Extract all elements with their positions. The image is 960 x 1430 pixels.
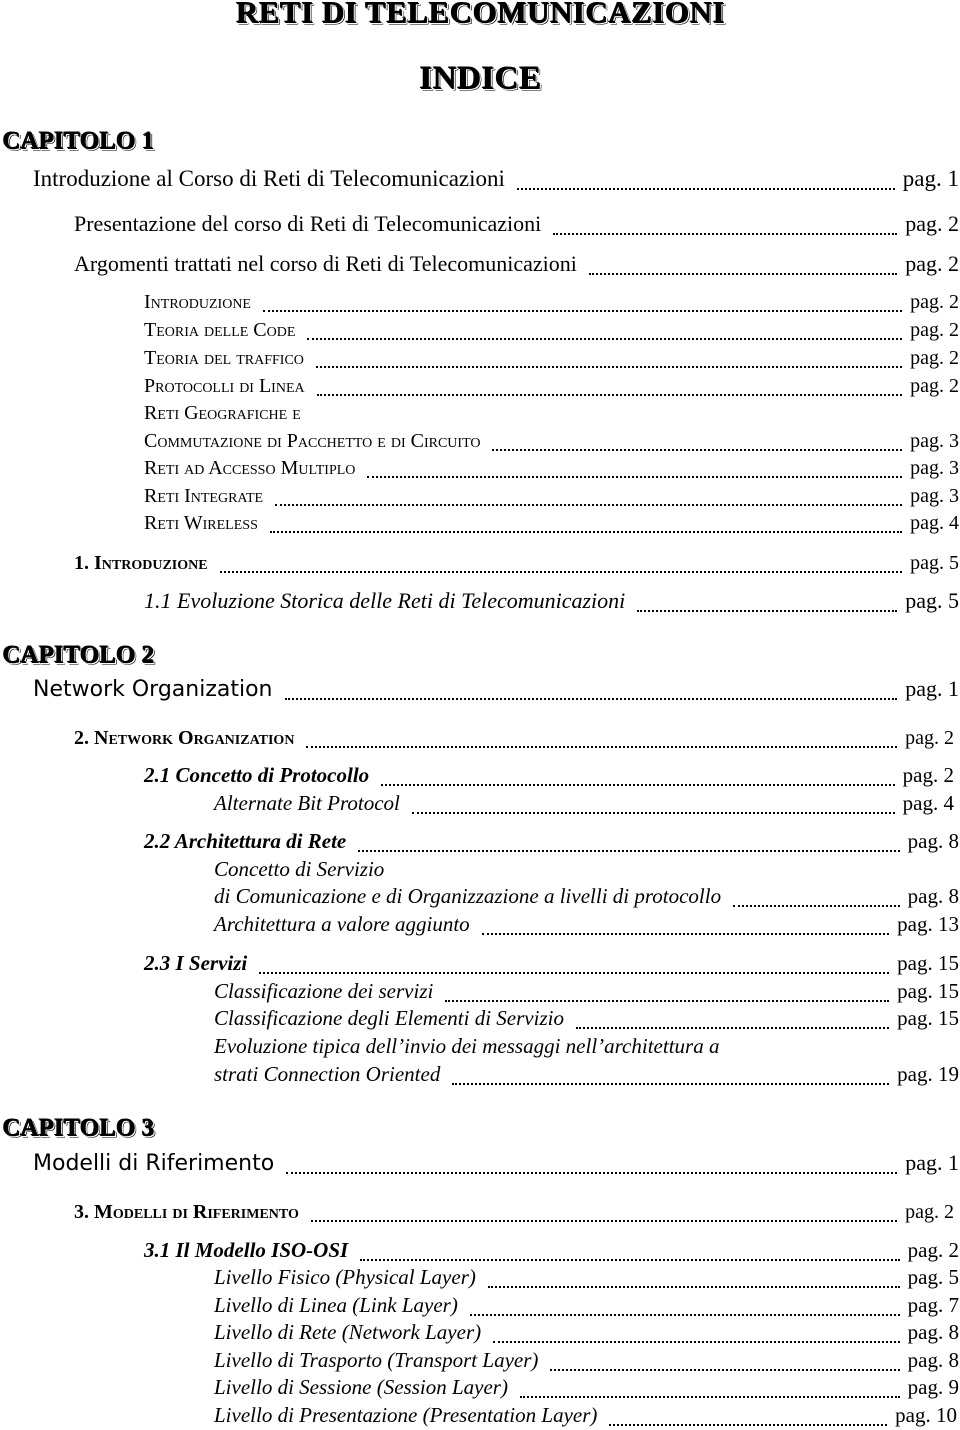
dot-leader: [311, 1220, 897, 1222]
toc-entry-label: Modelli di Riferimento: [33, 1151, 275, 1176]
dot-leader: [367, 476, 902, 478]
toc-page-number: pag. 8: [907, 884, 959, 908]
toc-entry-label: di Comunicazione e di Organizzazione a livelli di protocollo: [214, 884, 722, 908]
toc-entry-subitem[interactable]: [214, 1008, 959, 1029]
toc-page-number: pag. 15: [897, 951, 959, 975]
dot-leader: [637, 610, 897, 612]
dot-leader: [492, 449, 902, 451]
toc-entry-topic[interactable]: [144, 513, 959, 533]
toc-entry-label: Livello di Rete (Network Layer): [214, 1320, 482, 1344]
dot-leader: [270, 531, 902, 533]
dot-leader: [358, 850, 899, 852]
toc-entry-label: 3. Modelli di Riferimento: [74, 1201, 299, 1223]
toc-entry-subitem[interactable]: [214, 793, 954, 814]
toc-entry-topic-line: Reti Geografiche e: [144, 402, 301, 424]
toc-entry-label: 2.2 Architettura di Rete: [144, 829, 347, 853]
toc-page-number: pag. 2: [907, 1238, 959, 1262]
toc-entry-label: Architettura a valore aggiunto: [214, 912, 470, 936]
toc-entry-subitem[interactable]: [214, 1405, 957, 1426]
toc-entry-argomenti[interactable]: [74, 253, 959, 275]
toc-page-number: pag. 2: [902, 763, 954, 787]
toc-entry-label: Livello di Linea (Link Layer): [214, 1293, 458, 1317]
toc-entry-label: Livello di Sessione (Session Layer): [214, 1375, 508, 1399]
toc-entry-subitem[interactable]: [214, 1295, 959, 1316]
toc-page-number: pag. 5: [910, 552, 959, 574]
toc-entry-topic[interactable]: [144, 376, 959, 396]
dot-leader: [259, 972, 889, 974]
toc-entry-label: Presentazione del corso di Reti di Telecomunicazioni: [74, 211, 542, 236]
toc-entry-label: Argomenti trattati nel corso di Reti di Telecomunicazioni: [74, 251, 577, 276]
toc-page-number: pag. 3: [910, 430, 959, 452]
toc-entry-subitem-line: Evoluzione tipica dell’invio dei messaggi nell’architettura a: [214, 1034, 720, 1058]
dot-leader: [733, 905, 900, 907]
toc-page-number: pag. 8: [907, 829, 959, 853]
dot-leader: [520, 1396, 900, 1398]
toc-entry-presentazione[interactable]: [74, 213, 959, 235]
toc-page-number: pag. 1: [905, 1150, 959, 1175]
toc-entry-subitem[interactable]: [214, 1350, 959, 1371]
toc-entry-subitem[interactable]: [214, 1322, 959, 1343]
toc-entry-label: Reti Wireless: [144, 512, 258, 534]
dot-leader: [412, 812, 895, 814]
toc-entry-subitem[interactable]: [214, 981, 959, 1002]
document-title: RETI DI TELECOMUNICAZIONI: [235, 0, 725, 29]
toc-entry-topic[interactable]: [144, 292, 959, 312]
toc-entry-label: Livello di Trasporto (Transport Layer): [214, 1348, 539, 1372]
toc-page-number: pag. 1: [902, 166, 959, 191]
dot-leader: [488, 1286, 900, 1288]
toc-entry-label: Teoria del traffico: [144, 347, 304, 369]
dot-leader: [306, 746, 897, 748]
toc-page-number: pag. 2: [905, 727, 954, 749]
toc-entry-label: 3.1 Il Modello ISO-OSI: [144, 1238, 349, 1262]
toc-page-number: pag. 8: [907, 1320, 959, 1344]
toc-page-number: pag. 9: [907, 1375, 959, 1399]
toc-page-number: pag. 2: [910, 319, 959, 341]
toc-entry-label: Commutazione di Pacchetto e di Circuito: [144, 430, 481, 452]
dot-leader: [445, 1000, 889, 1002]
toc-page-number: pag. 10: [895, 1403, 957, 1427]
dot-leader: [285, 698, 898, 700]
toc-entry-topic[interactable]: [144, 431, 959, 451]
dot-leader: [316, 366, 902, 368]
toc-entry-label: 2. Network Organization: [74, 727, 295, 749]
toc-entry-label: Classificazione degli Elementi di Servizio: [214, 1006, 564, 1030]
toc-entry-label: Reti Integrate: [144, 485, 264, 507]
toc-entry-section-1[interactable]: [74, 553, 959, 573]
dot-leader: [220, 571, 903, 573]
toc-page-number: pag. 1: [905, 676, 959, 701]
toc-entry-label: 2.3 I Servizi: [144, 951, 248, 975]
toc-page-number: pag. 8: [907, 1348, 959, 1372]
toc-entry-modelli-riferimento[interactable]: [33, 1152, 959, 1175]
toc-page-number: pag. 2: [910, 347, 959, 369]
toc-entry-label: Classificazione dei servizi: [214, 979, 434, 1003]
toc-entry-subitem[interactable]: [214, 914, 959, 935]
toc-entry-label: 1.1 Evoluzione Storica delle Reti di Telecomunicazioni: [144, 588, 626, 613]
toc-entry-label: Alternate Bit Protocol: [214, 791, 400, 815]
toc-entry-section-1-1[interactable]: [144, 590, 959, 612]
toc-entry-subitem[interactable]: [214, 1267, 959, 1288]
toc-entry-label: Livello Fisico (Physical Layer): [214, 1265, 476, 1289]
dot-leader: [550, 1369, 899, 1371]
toc-page-number: pag. 19: [897, 1062, 959, 1086]
toc-page-number: pag. 2: [905, 211, 959, 236]
toc-page-number: pag. 2: [905, 1201, 954, 1223]
dot-leader: [452, 1083, 889, 1085]
chapter-3-heading: CAPITOLO 3: [2, 1114, 154, 1141]
dot-leader: [263, 310, 902, 312]
toc-page-number: pag. 5: [907, 1265, 959, 1289]
toc-entry-label: Protocolli di Linea: [144, 375, 305, 397]
toc-entry-section-2-1[interactable]: [144, 765, 954, 786]
toc-page-number: pag. 3: [910, 485, 959, 507]
toc-entry-section-3[interactable]: [74, 1202, 954, 1222]
toc-page-number: pag. 2: [905, 251, 959, 276]
toc-entry-subitem[interactable]: [214, 1377, 959, 1398]
toc-page-number: pag. 7: [907, 1293, 959, 1317]
dot-leader: [381, 784, 895, 786]
dot-leader: [275, 504, 902, 506]
toc-entry-topic[interactable]: [144, 486, 959, 506]
toc-entry-section-2[interactable]: [74, 728, 954, 748]
toc-page-number: pag. 4: [910, 512, 959, 534]
dot-leader: [517, 188, 895, 190]
toc-entry-subitem-line: Concetto di Servizio: [214, 857, 385, 881]
dot-leader: [609, 1424, 887, 1426]
toc-page-number: pag. 15: [897, 979, 959, 1003]
index-title: INDICE: [418, 60, 542, 96]
dot-leader: [482, 933, 890, 935]
toc-page-number: pag. 2: [910, 291, 959, 313]
toc-entry-label: Teoria delle Code: [144, 319, 296, 341]
dot-leader: [576, 1027, 889, 1029]
toc-entry-label: Reti ad Accesso Multiplo: [144, 457, 356, 479]
toc-entry-label: 1. Introduzione: [74, 552, 208, 574]
toc-entry-label: Introduzione: [144, 291, 251, 313]
dot-leader: [286, 1172, 897, 1174]
dot-leader: [589, 273, 897, 275]
toc-entry-section-3-1[interactable]: [144, 1240, 959, 1261]
toc-entry-topic[interactable]: [144, 348, 959, 368]
dot-leader: [360, 1259, 899, 1261]
toc-page-number: pag. 4: [902, 791, 954, 815]
toc-entry-section-2-2[interactable]: [144, 831, 959, 852]
toc-page-number: pag. 15: [897, 1006, 959, 1030]
toc-entry-label: Livello di Presentazione (Presentation Layer): [214, 1403, 598, 1427]
toc-entry-label: 2.1 Concetto di Protocollo: [144, 763, 370, 787]
toc-page-number: pag. 13: [897, 912, 959, 936]
toc-entry-label: Network Organization: [33, 677, 273, 702]
toc-entry-intro-corso[interactable]: [33, 167, 959, 190]
toc-entry-topic[interactable]: [144, 458, 959, 478]
toc-entry-section-2-3[interactable]: [144, 953, 959, 974]
toc-entry-subitem[interactable]: [214, 886, 959, 907]
chapter-1-heading: CAPITOLO 1: [2, 127, 154, 154]
toc-entry-topic[interactable]: [144, 320, 959, 340]
chapter-2-heading: CAPITOLO 2: [2, 641, 154, 668]
toc-entry-label: strati Connection Oriented: [214, 1062, 441, 1086]
dot-leader: [553, 233, 897, 235]
dot-leader: [307, 338, 902, 340]
dot-leader: [493, 1341, 900, 1343]
toc-page-number: pag. 5: [905, 588, 959, 613]
toc-entry-subitem[interactable]: [214, 1064, 959, 1085]
toc-entry-network-organization[interactable]: [33, 678, 959, 701]
dot-leader: [317, 394, 902, 396]
toc-page-number: pag. 2: [910, 375, 959, 397]
toc-entry-label: Introduzione al Corso di Reti di Telecomunicazioni: [33, 166, 505, 191]
toc-page-number: pag. 3: [910, 457, 959, 479]
dot-leader: [470, 1314, 900, 1316]
